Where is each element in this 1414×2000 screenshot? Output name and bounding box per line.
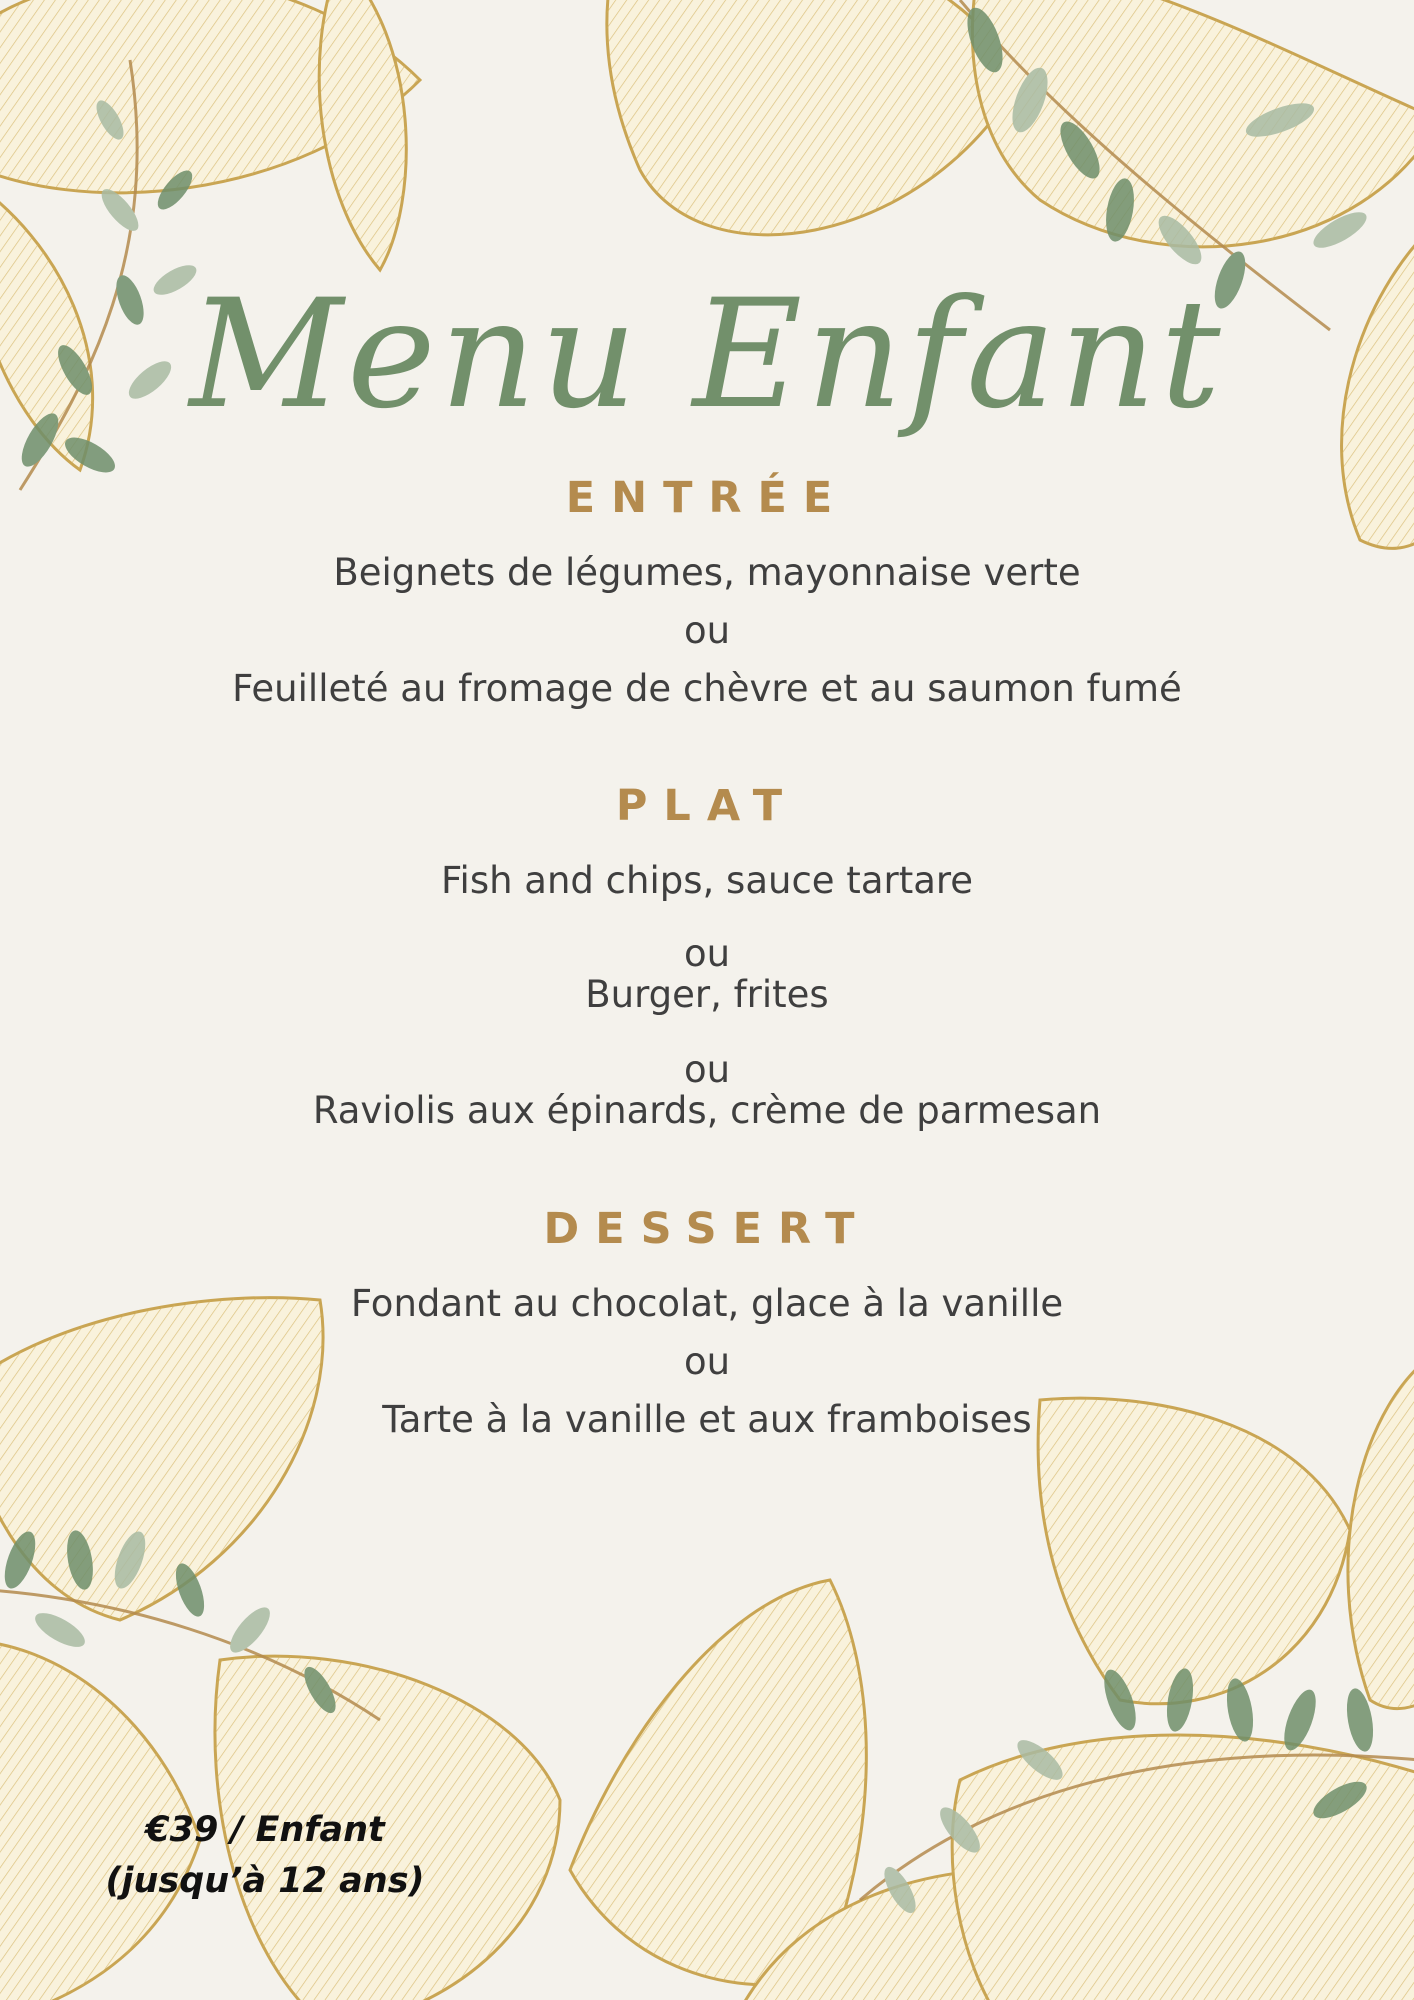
section-heading-plat: PLAT [615,781,799,831]
section-heading-entree: ENTRÉE [565,473,849,523]
menu-title: Menu Enfant [189,268,1225,442]
menu-item-separator: ou [683,1340,731,1383]
menu-item-separator: ou [683,609,731,652]
menu-item: Feuilleté au fromage de chèvre et au saumon fumé [232,667,1182,710]
menu-item-separator: ou [683,1048,731,1091]
menu-item-separator: ou [683,932,731,975]
menu-item: Raviolis aux épinards, crème de parmesan [312,1089,1102,1132]
menu-item: Fondant au chocolat, glace à la vanille [350,1282,1064,1325]
menu-item: Burger, frites [585,973,829,1016]
menu-item: Tarte à la vanille et aux framboises [382,1398,1032,1441]
section-heading-dessert: DESSERT [543,1204,871,1254]
price-age-limit: (jusqu’à 12 ans) [105,1861,425,1901]
price-label: €39 / Enfant [145,1810,385,1850]
menu-item: Beignets de légumes, mayonnaise verte [333,551,1081,594]
menu-item: Fish and chips, sauce tartare [440,859,974,902]
